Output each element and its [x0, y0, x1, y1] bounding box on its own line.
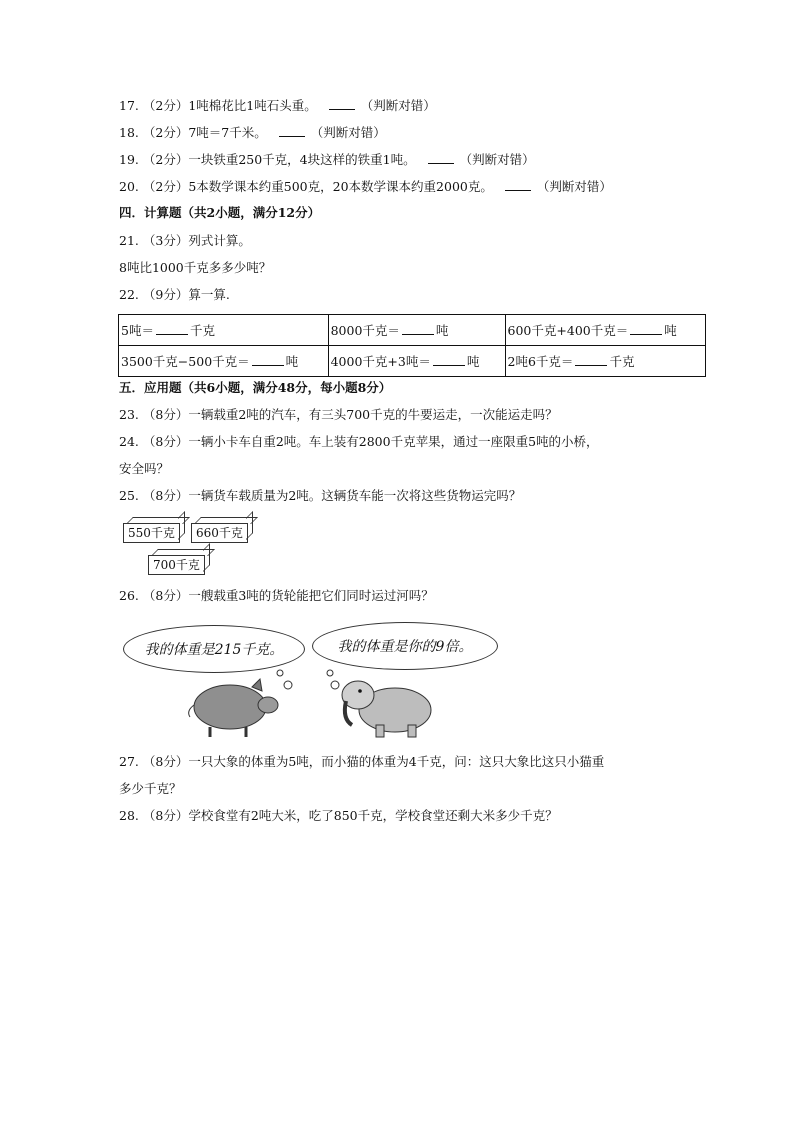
table-cell: 2吨6千克＝ 千克: [505, 346, 705, 377]
table-cell: 600千克+400千克＝ 吨: [505, 315, 705, 346]
question-24-cont: 安全吗？: [119, 461, 170, 476]
answer-blank[interactable]: [279, 124, 305, 137]
section-heading-5: 五．应用题（共6小题，满分48分，每小题8分）: [119, 380, 392, 395]
table-cell: 3500千克−500千克＝ 吨: [119, 346, 329, 377]
elephant-icon: [342, 681, 431, 737]
question-19: 19. （2分）一块铁重250千克，4块这样的铁重1吨。 （判断对错）: [119, 152, 535, 167]
answer-blank[interactable]: [575, 353, 607, 366]
question-22: 22. （9分）算一算.: [119, 287, 230, 302]
answer-blank[interactable]: [156, 322, 188, 335]
question-20: 20. （2分）5本数学课本约重500克，20本数学课本约重2000克。 （判断对错）: [119, 179, 612, 194]
cargo-box-700: 700千克: [148, 555, 205, 575]
question-21: 21. （3分）列式计算。: [119, 233, 251, 248]
animal-illustration: [180, 665, 480, 740]
table-row: [119, 315, 706, 346]
question-18: 18. （2分）7吨＝7千米。 （判断对错）: [119, 125, 386, 140]
calc-table: [118, 314, 706, 377]
question-26: 26. （8分）一艘载重3吨的货轮能把它们同时运过河吗？: [119, 588, 434, 603]
answer-blank[interactable]: [428, 151, 454, 164]
question-27-cont: 多少千克？: [119, 781, 182, 796]
table-row: [119, 346, 706, 377]
table-cell: 4000千克+3吨＝ 吨: [328, 346, 505, 377]
question-27: 27. （8分）一只大象的体重为5吨，而小猫的体重为4千克，问：这只大象比这只小猫重: [119, 754, 605, 769]
speech-bubble-pig: 我的体重是215千克。: [123, 625, 305, 673]
table-cell: 8000千克＝ 吨: [328, 315, 505, 346]
cargo-box-550: 550千克: [123, 523, 180, 543]
cargo-box-660: 660千克: [191, 523, 248, 543]
section-heading-4: 四．计算题（共2小题，满分12分）: [119, 205, 321, 220]
speech-bubble-elephant: 我的体重是你的9倍。: [312, 622, 498, 670]
answer-blank[interactable]: [630, 322, 662, 335]
question-28: 28. （8分）学校食堂有2吨大米，吃了850千克，学校食堂还剩大米多少千克？: [119, 808, 558, 823]
answer-blank[interactable]: [329, 97, 355, 110]
pig-icon: [189, 679, 278, 737]
question-23: 23. （8分）一辆载重2吨的汽车，有三头700千克的牛要运走，一次能运走吗？: [119, 407, 558, 422]
answer-blank[interactable]: [433, 353, 465, 366]
answer-blank[interactable]: [252, 353, 284, 366]
answer-blank[interactable]: [505, 178, 531, 191]
question-24: 24. （8分）一辆小卡车自重2吨。车上装有2800千克苹果，通过一座限重5吨的小桥，: [119, 434, 599, 449]
question-25: 25. （8分）一辆货车载质量为2吨。这辆货车能一次将这些货物运完吗？: [119, 488, 522, 503]
question-17: 17. （2分）1吨棉花比1吨石头重。 （判断对错）: [119, 98, 436, 113]
answer-blank[interactable]: [402, 322, 434, 335]
table-cell: 5吨＝ 千克: [119, 315, 329, 346]
question-21-sub: 8吨比1000千克多多少吨？: [119, 260, 272, 275]
